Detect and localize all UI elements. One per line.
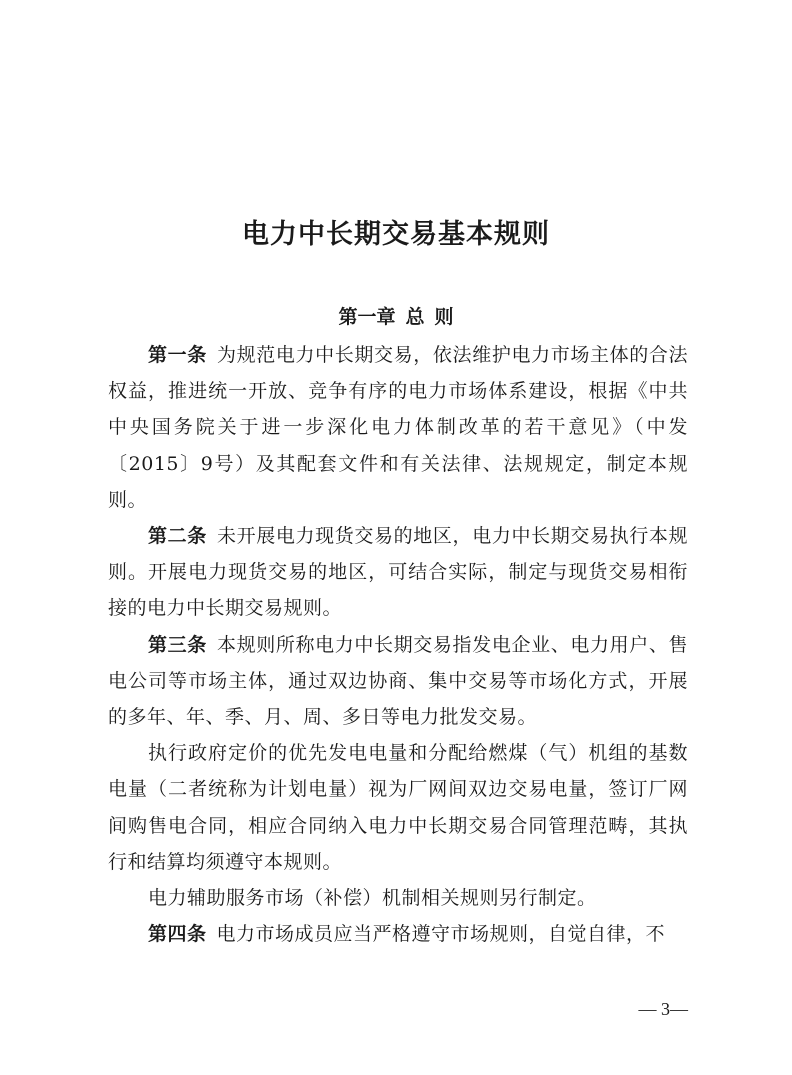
paragraph-text: 电力辅助服务市场（补偿）机制相关规则另行制定。 — [148, 887, 597, 910]
article-paragraph — [108, 916, 688, 952]
paragraph — [108, 880, 688, 916]
article-paragraph — [108, 627, 688, 736]
chapter-heading — [0, 302, 792, 329]
paragraph-text: 执行政府定价的优先发电电量和分配给燃煤（气）机组的基数电量（二者统称为计划电量）视为厂网间双边交易电量，签订厂网间购售电合同，相应合同纳入电力中长期交易合同管理范畴，其执行和结算均须遵守本规则。 — [108, 742, 688, 873]
chapter-name-part1: 总 — [405, 306, 425, 328]
chapter-number: 第一章 — [338, 306, 396, 328]
article-paragraph — [108, 337, 688, 518]
paragraph-text: 电力市场成员应当严格遵守市场规则，自觉自律，不 — [216, 923, 666, 946]
article-label: 第一条 — [148, 344, 207, 366]
body-text — [108, 337, 688, 952]
article-label: 第三条 — [148, 633, 207, 656]
chapter-name-part2: 则 — [434, 306, 454, 328]
article-paragraph — [108, 518, 688, 627]
paragraph-text: 为规范电力中长期交易，依法维护电力市场主体的合法权益，推进统一开放、竞争有序的电力市场体系建设，根据《中共中央国务院关于进一步深化电力体制改革的若干意见》（中发〔2015〕9号）及其配套文件和有关法律、法规规定，制定本规则。 — [108, 344, 688, 511]
paragraph-text: 未开展电力现货交易的地区，电力中长期交易执行本规则。开展电力现货交易的地区，可结合实际，制定与现货交易相衔接的电力中长期交易规则。 — [108, 525, 688, 620]
article-label: 第二条 — [148, 525, 207, 548]
article-label: 第四条 — [148, 923, 207, 946]
paragraph-text: 本规则所称电力中长期交易指发电企业、电力用户、售电公司等市场主体，通过双边协商、集中交易等市场化方式，开展的多年、年、季、月、周、多日等电力批发交易。 — [108, 633, 688, 729]
document-title: 电力中长期交易基本规则 — [242, 219, 550, 250]
paragraph — [108, 735, 688, 880]
page-number: — 3— — [638, 999, 688, 1019]
